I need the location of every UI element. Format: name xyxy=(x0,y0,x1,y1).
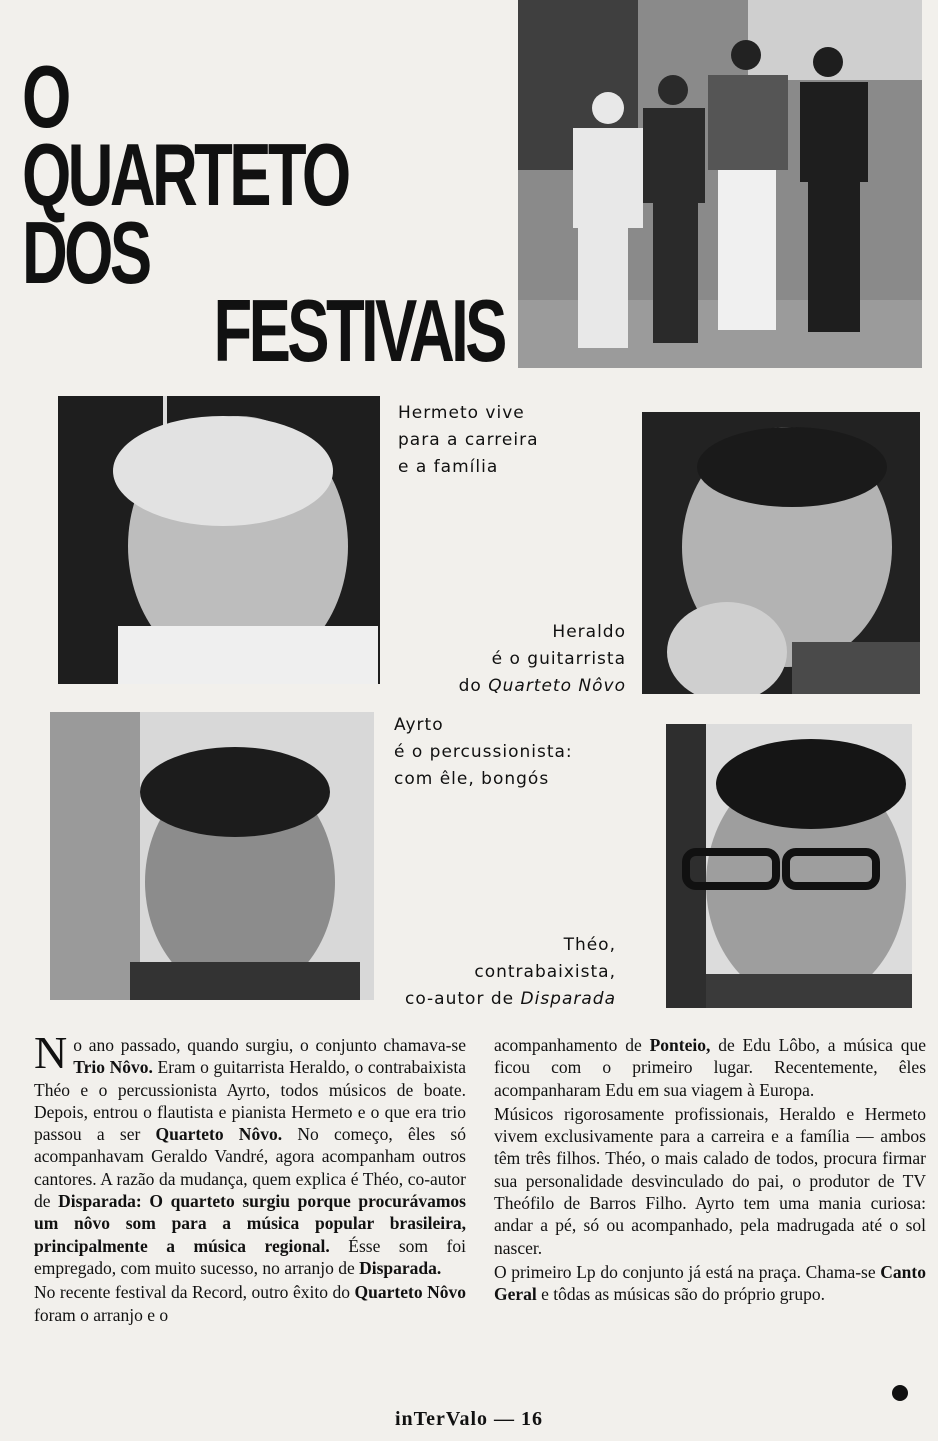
caption-theo-line-1: Théo, xyxy=(563,935,616,955)
caption-ayrto-line-3: com êle, bongós xyxy=(394,769,550,789)
caption-heraldo-prefix: do xyxy=(458,676,489,696)
caption-theo-line-2: contrabaixista, xyxy=(474,962,616,982)
body-text: foram o arranjo e o xyxy=(34,1304,169,1325)
bold-text: Trio Nôvo. xyxy=(73,1057,153,1078)
caption-heraldo-line-2: é o guitarrista xyxy=(491,649,626,669)
body-text: acompanhamento de xyxy=(494,1035,650,1055)
article-paragraph xyxy=(34,1027,466,1279)
caption-heraldo-line-1: Heraldo xyxy=(552,622,626,642)
caption-hermeto-line-3: e a família xyxy=(398,457,499,477)
body-text: de Edu Lôbo, a música que ficou com o primeiro lugar. Recentemente, êles acompanharam Edu em sua viagem à Europa. xyxy=(494,1035,926,1100)
article-paragraph xyxy=(494,1261,926,1306)
bold-text: Quarteto Nôvo xyxy=(354,1282,466,1303)
end-mark xyxy=(892,1385,908,1401)
caption-ayrto-line-1: Ayrto xyxy=(394,715,444,735)
body-text: e tôdas as músicas são do próprio grupo. xyxy=(536,1284,825,1305)
article-column-1 xyxy=(34,1027,466,1328)
bold-text: Canto Geral xyxy=(494,1261,926,1305)
body-text: No começo, êles só acompanhavam Geraldo Vandré, agora acompanham outros cantores. A razão da mudança, quem explica é Théo, co-autor de xyxy=(34,1124,466,1212)
article-paragraph xyxy=(34,1281,466,1326)
caption-heraldo-line-3 xyxy=(459,673,626,700)
caption-heraldo xyxy=(459,619,626,700)
portrait-ayrto xyxy=(50,712,374,1000)
title-line-1: O QUARTETO DOS xyxy=(22,47,348,302)
article-column-2 xyxy=(494,1034,926,1308)
article-paragraph xyxy=(494,1103,926,1259)
title-line-2: FESTIVAIS xyxy=(213,281,504,380)
magazine-name: inTerValo xyxy=(394,1408,489,1430)
caption-heraldo-group: Quarteto Nôvo xyxy=(488,676,626,696)
caption-theo-prefix: co-autor de xyxy=(404,989,521,1009)
body-text: o ano passado, quando surgiu, o conjunto chamava-se xyxy=(73,1035,466,1055)
caption-ayrto-line-2: é o percussionista: xyxy=(394,742,573,762)
body-text: No recente festival da Record, outro êxito do xyxy=(34,1282,355,1303)
caption-theo xyxy=(405,932,616,1013)
body-text: Músicos rigorosamente profissionais, Heraldo e Hermeto vivem exclusivamente para a carreira e a família — ambos têm três filhos. Théo, o mais calado de todos, procura firmar sua personalidade desvinculado do pai, o produtor de TV Theófilo de Barros Filho. Ayrto tem uma mania curiosa: andar a pé, só ou acompanhado, pela madrugada até o sol nascer. xyxy=(494,1103,926,1258)
portrait-heraldo xyxy=(642,412,920,694)
bold-text: Ponteio, xyxy=(649,1035,711,1055)
article-paragraph xyxy=(494,1034,926,1101)
body-text: O primeiro Lp do conjunto já está na praça. Chama-se xyxy=(494,1261,881,1282)
caption-hermeto-line-1: Hermeto vive xyxy=(398,403,525,423)
bold-text: Disparada. xyxy=(359,1257,442,1278)
portrait-theo xyxy=(666,724,912,1008)
portrait-hermeto xyxy=(58,396,380,684)
body-text: Ésse som foi empregado, com muito sucesso, no arranjo de xyxy=(34,1235,466,1278)
article-title xyxy=(22,47,504,380)
caption-ayrto xyxy=(394,712,573,793)
bold-text: Disparada: O quarteto surgiu porque procurávamos um nôvo som para a música popular brasileira, principalmente a música regional. xyxy=(34,1191,466,1256)
bold-text: Quarteto Nôvo. xyxy=(155,1124,283,1145)
group-photo xyxy=(518,0,922,368)
caption-hermeto-line-2: para a carreira xyxy=(398,430,539,450)
page-number: — 16 xyxy=(494,1408,544,1430)
page-footer xyxy=(0,1408,938,1431)
caption-theo-line-3 xyxy=(405,986,616,1013)
drop-cap: N xyxy=(34,1027,68,1078)
caption-theo-song: Disparada xyxy=(520,989,616,1009)
caption-hermeto xyxy=(398,400,539,481)
body-text: Eram o guitarrista Heraldo, o contrabaixista Théo e o percussionista Ayrto, todos músicos de boate. Depois, entrou o flautista e pianista Hermeto e o que era trio passou a ser xyxy=(34,1057,466,1145)
